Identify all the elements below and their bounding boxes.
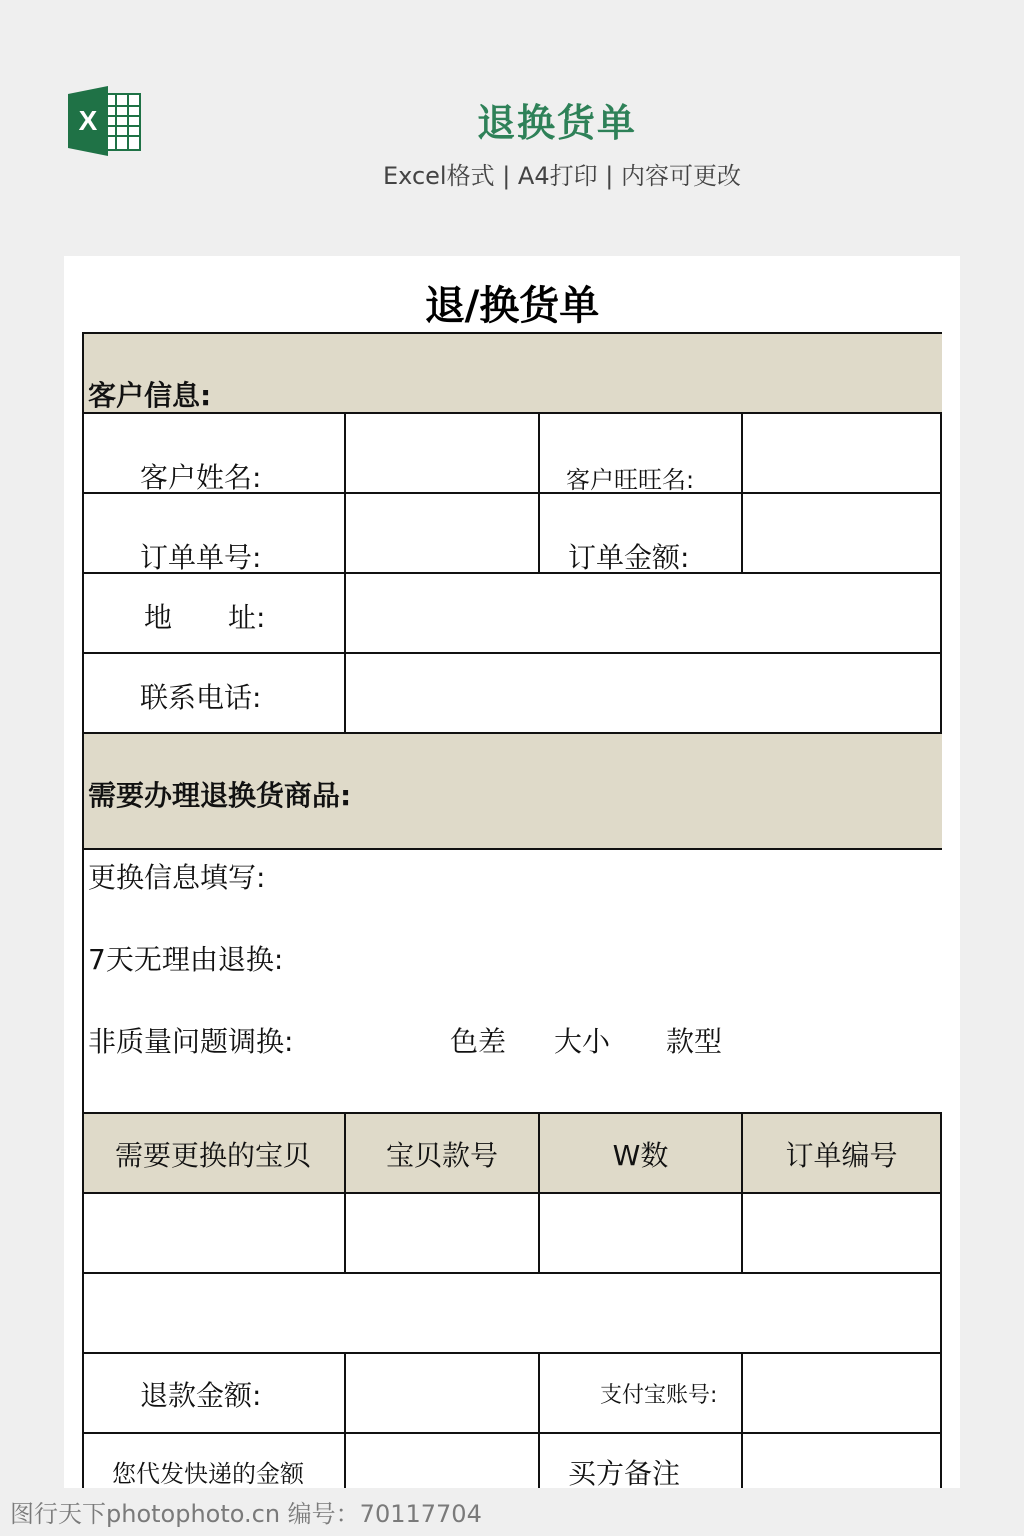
table-header-order-no: 订单编号 [785, 1139, 898, 1172]
order-amount-label: 订单金额: [568, 541, 690, 574]
customer-name-label: 客户姓名: [140, 461, 262, 494]
customer-section-heading: 客户信息: [88, 379, 212, 412]
address-label-part2: 址: [228, 601, 266, 634]
address-label-part1: 地 [144, 601, 173, 634]
exchange-info-label: 更换信息填写: [88, 861, 266, 894]
form-grid [82, 332, 942, 1488]
seven-days-label: 7天无理由退换: [88, 943, 284, 976]
page-subtitle: Excel格式 | A4打印 | 内容可更改 [383, 162, 741, 190]
excel-logo-letter: X [78, 105, 98, 136]
option-style: 款型 [666, 1025, 723, 1058]
page-title: 退换货单 [476, 101, 637, 145]
alipay-account-label: 支付宝账号: [600, 1383, 718, 1408]
table-header-style-no: 宝贝款号 [385, 1139, 498, 1172]
phone-label: 联系电话: [140, 681, 262, 714]
refund-amount-label: 退款金额: [140, 1379, 262, 1412]
goods-section-heading: 需要办理退换货商品: [88, 779, 352, 812]
option-color: 色差 [450, 1025, 507, 1058]
buyer-remark-label: 买方备注 [568, 1457, 681, 1488]
table-header-w: W数 [612, 1139, 669, 1172]
shipping-fee-label: 您代发快递的金额 [112, 1460, 304, 1488]
option-size: 大小 [554, 1025, 611, 1058]
non-quality-label: 非质量问题调换: [88, 1025, 294, 1058]
table-header-item: 需要更换的宝贝 [114, 1139, 311, 1172]
customer-wangwang-label: 客户旺旺名: [566, 466, 695, 494]
watermark: 图行天下photophoto.cn 编号：70117704 [10, 1500, 482, 1528]
form-title: 退/换货单 [424, 283, 600, 329]
order-number-label: 订单单号: [140, 541, 262, 574]
form-sheet [64, 256, 960, 1488]
page-header [0, 0, 1024, 240]
